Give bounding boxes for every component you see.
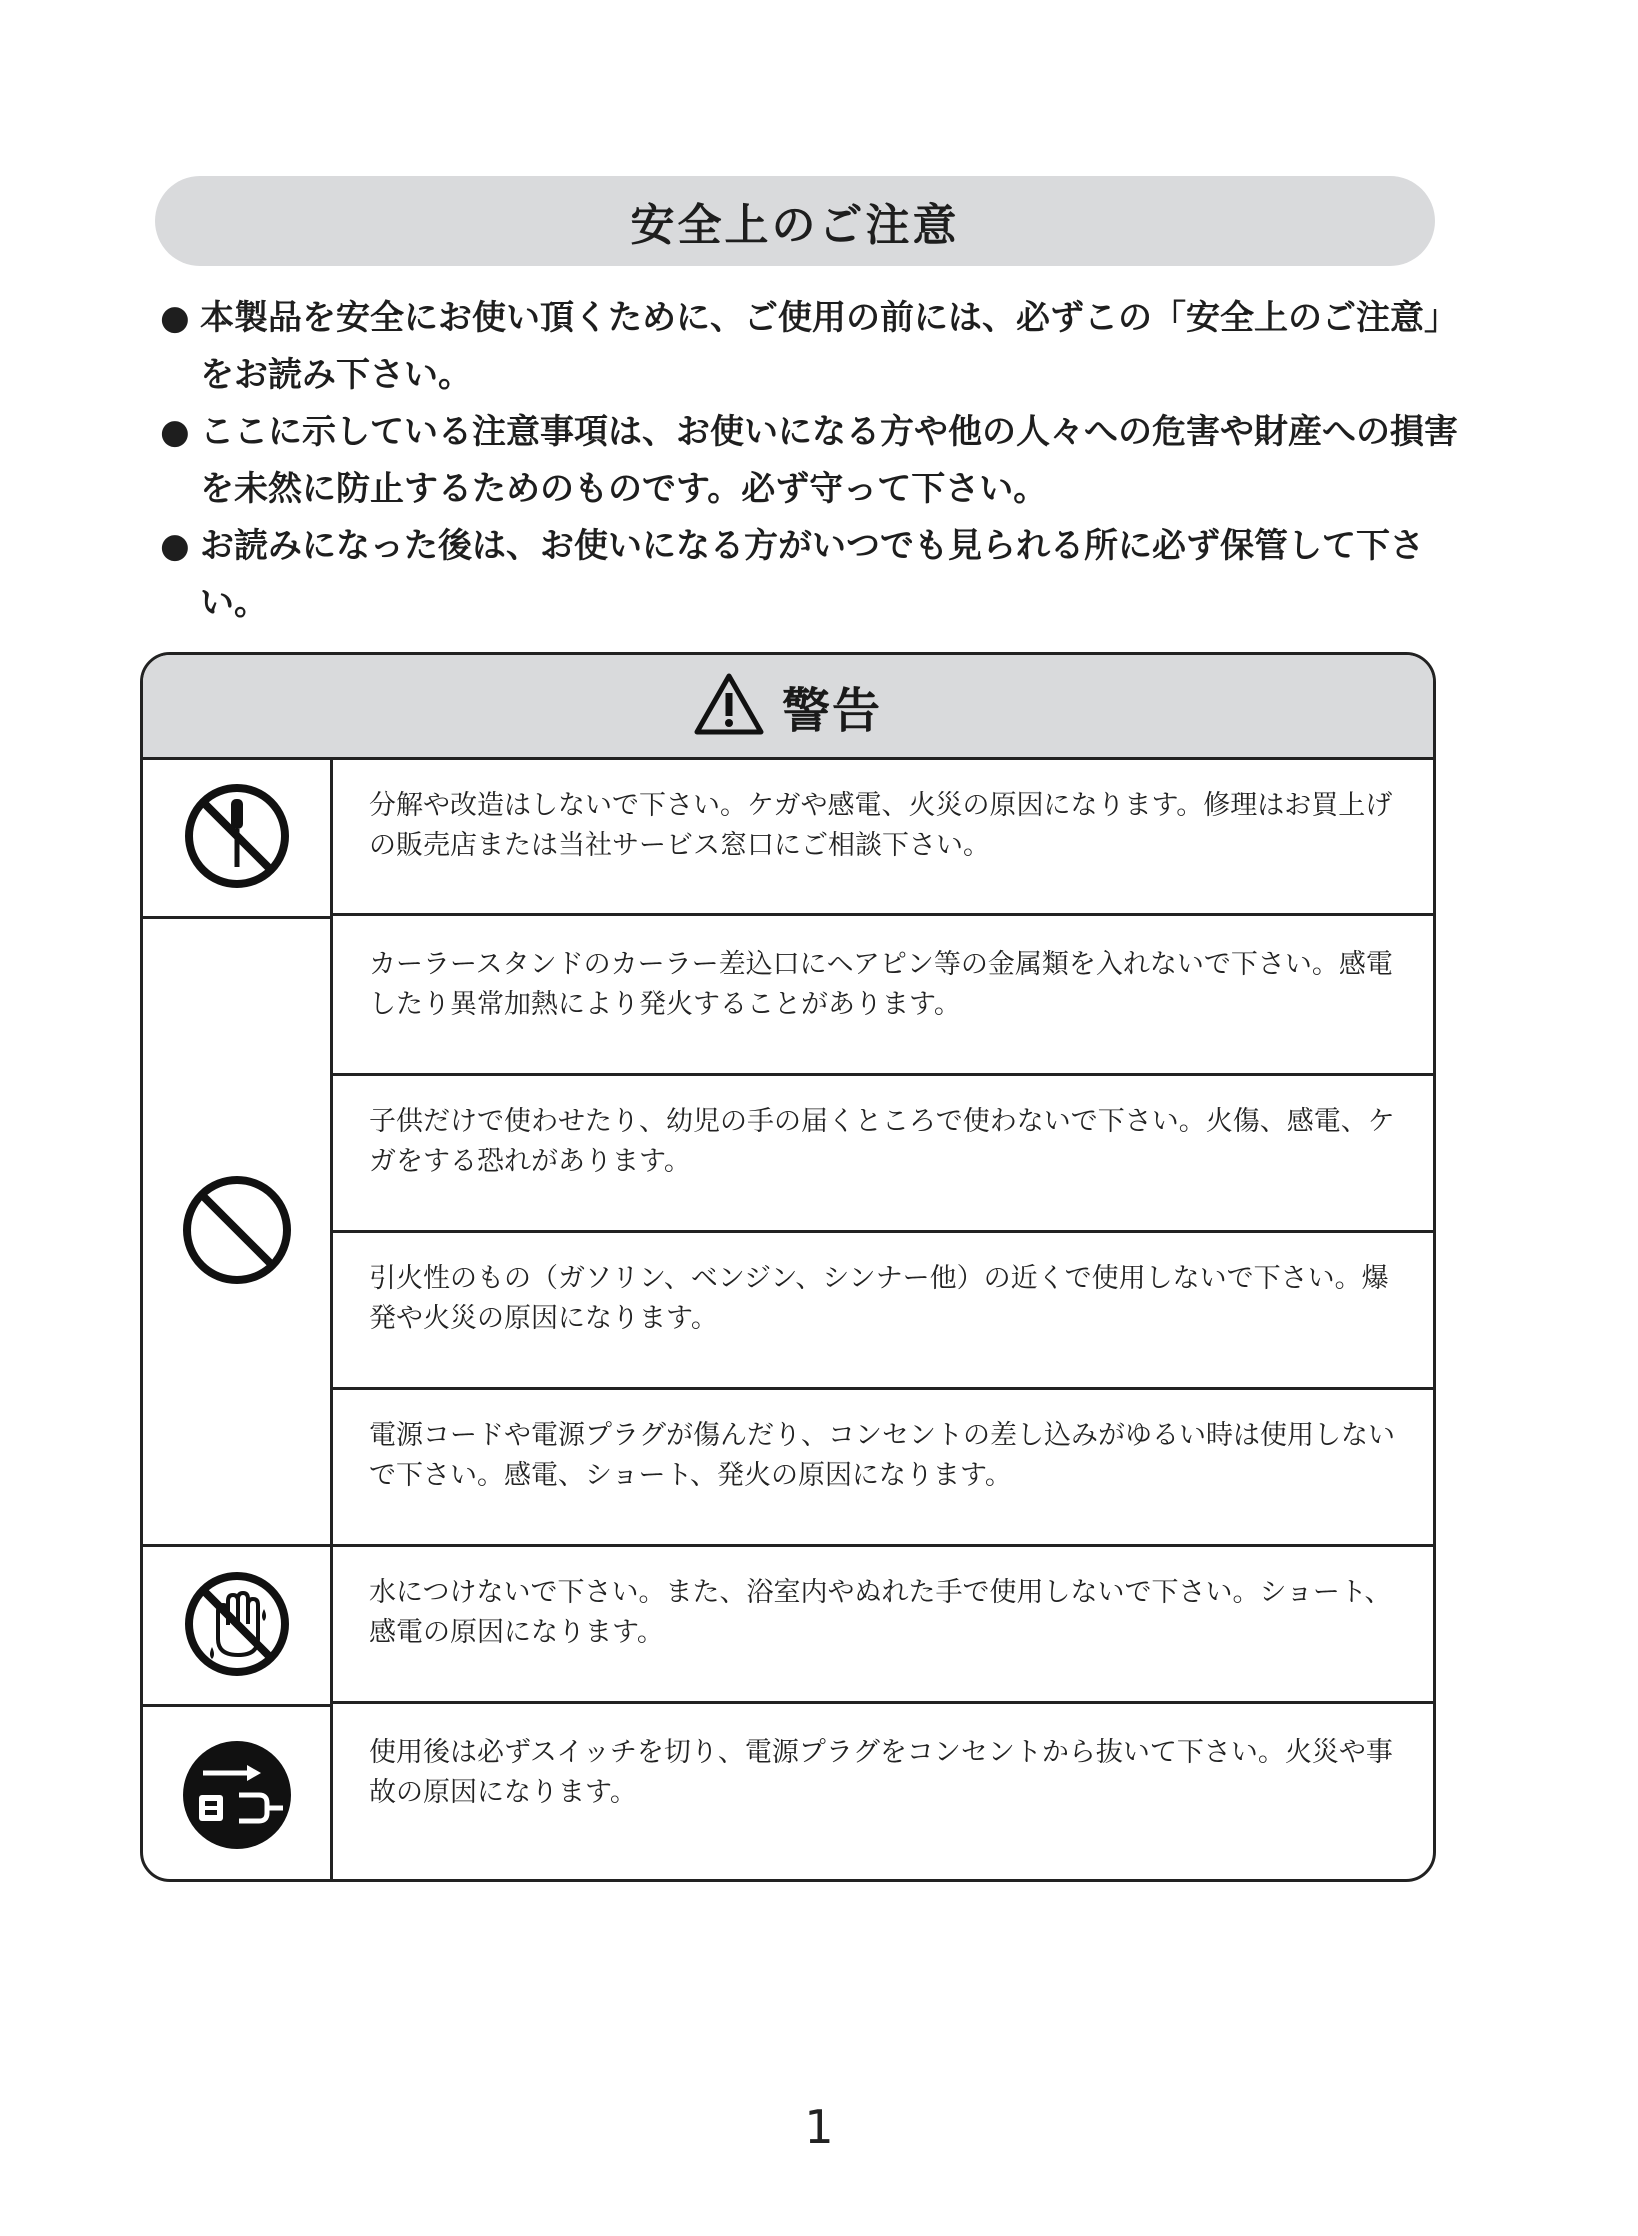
warning-text: カーラースタンドのカーラー差込口にヘアピン等の金属類を入れないで下さい。感電したり異常加熱により発火することがあります。	[333, 919, 1433, 1076]
title-banner	[155, 176, 1435, 266]
bullet: ●	[160, 298, 190, 338]
bullet: ●	[160, 412, 190, 452]
warning-triangle-icon	[694, 673, 764, 739]
warning-text: 引火性のもの（ガソリン、ベンジン、シンナー他）の近くで使用しないで下さい。爆発や火災の原因になります。	[333, 1233, 1433, 1390]
warning-title: 警告	[781, 682, 882, 739]
warning-text: 水につけないで下さい。また、浴室内やぬれた手で使用しないで下さい。ショート、感電の原因になります。	[333, 1547, 1433, 1704]
warning-text: 分解や改造はしないで下さい。ケガや感電、火災の原因になります。修理はお買上げの販売店または当社サービス窓口にご相談下さい。	[333, 760, 1433, 916]
note-text: ここに示している注意事項は、お使いになる方や他の人々への危害や財産への損害を未然に防止するためのものです。必ず守って下さい。	[200, 412, 1458, 509]
note-item	[160, 404, 1460, 518]
warning-header	[143, 655, 1433, 760]
note-item	[160, 290, 1460, 404]
icon-cell	[143, 919, 333, 1547]
note-text: お読みになった後は、お使いになる方がいつでも見られる所に必ず保管して下さい。	[200, 526, 1424, 623]
icon-cell	[143, 1547, 333, 1707]
bullet: ●	[160, 526, 190, 566]
warning-box	[140, 652, 1436, 1882]
warning-text: 子供だけで使わせたり、幼児の手の届くところで使わないで下さい。火傷、感電、ケガをする恐れがあります。	[333, 1076, 1433, 1233]
page-number: 1	[804, 2100, 834, 2154]
no-wet-hands-icon	[182, 1569, 292, 1683]
icon-cell	[143, 1707, 333, 1882]
unplug-icon	[181, 1739, 293, 1855]
warning-text: 使用後は必ずスイッチを切り、電源プラグをコンセントから抜いて下さい。火災や事故の原因になります。	[369, 1737, 1393, 1808]
note-text: 本製品を安全にお使い頂くために、ご使用の前には、必ずこの「安全上のご注意」をお読み下さい。	[200, 298, 1458, 395]
intro-notes	[160, 290, 1460, 632]
page-title: 安全上のご注意	[630, 200, 960, 251]
warning-table	[143, 760, 1433, 1882]
no-disassembly-icon	[182, 781, 292, 895]
note-item	[160, 518, 1460, 632]
prohibited-icon	[180, 1173, 294, 1291]
warning-text: 電源コードや電源プラグが傷んだり、コンセントの差し込みがゆるい時は使用しないで下さい。感電、ショート、発火の原因になります。	[333, 1390, 1433, 1547]
icon-cell	[143, 760, 333, 919]
